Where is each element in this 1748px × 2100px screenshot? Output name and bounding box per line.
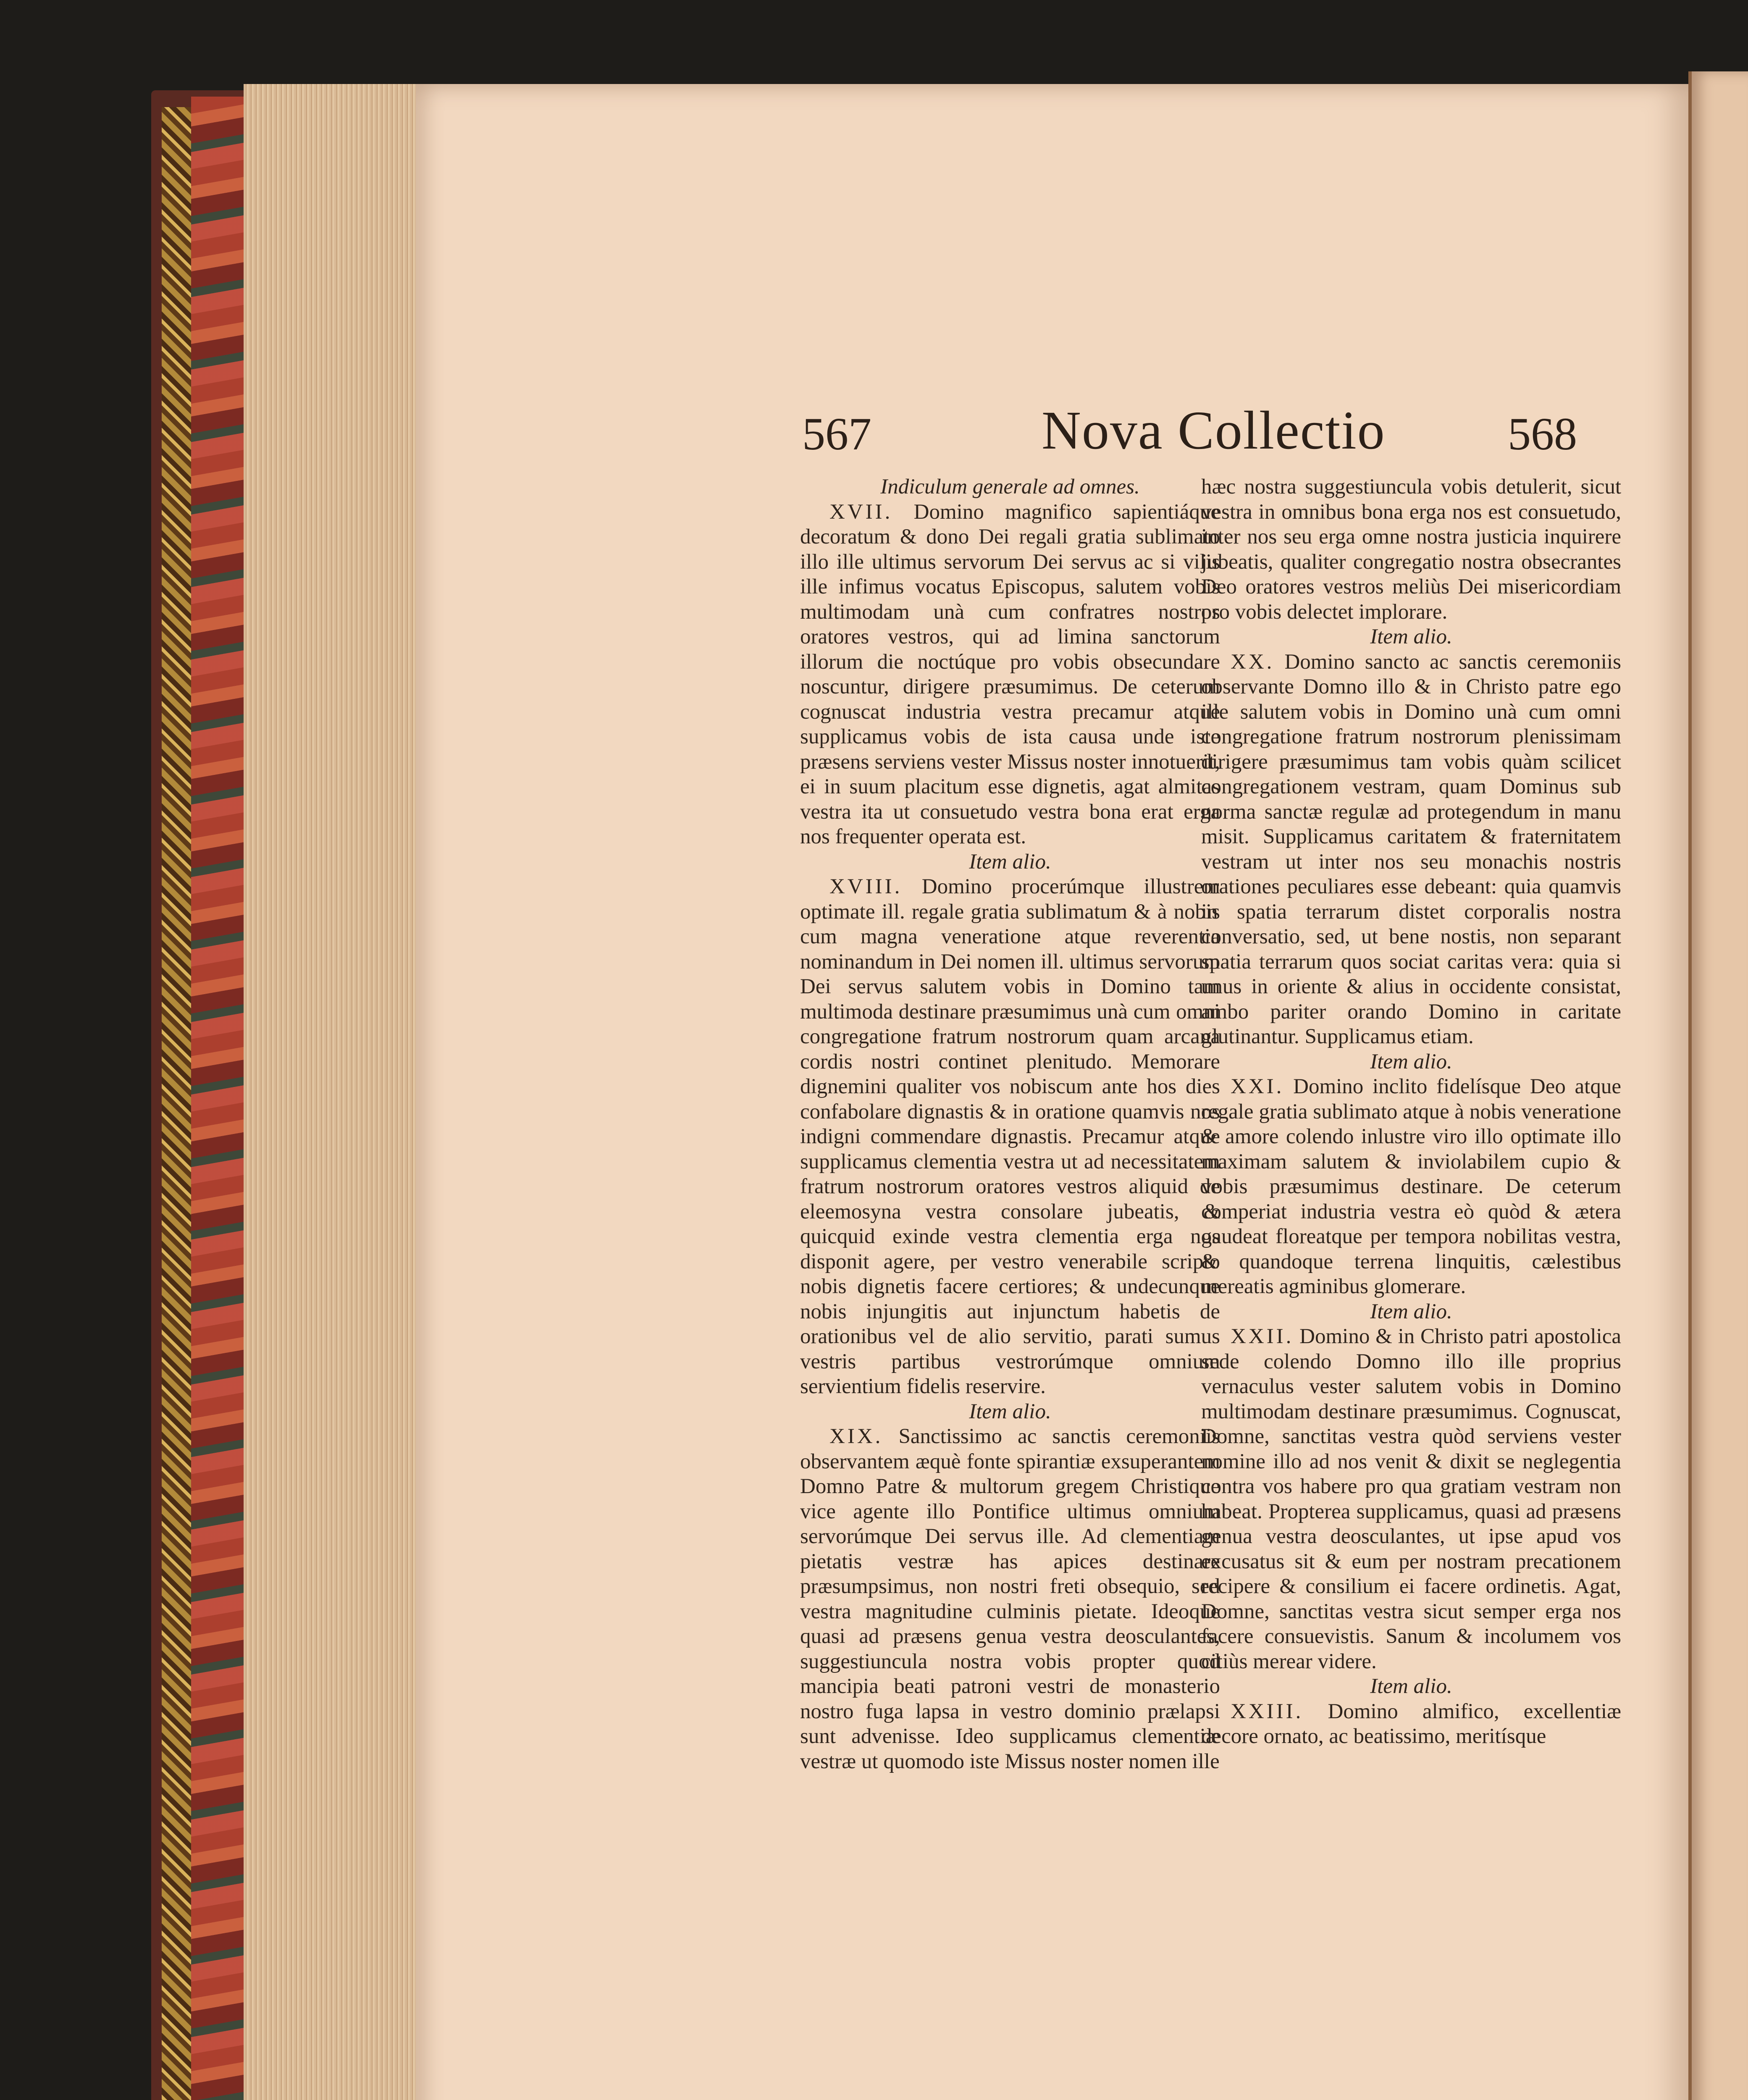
entry-number: XXII. bbox=[1231, 1325, 1294, 1348]
section-heading: Item alio. bbox=[1370, 1675, 1452, 1698]
entry-number: XVII. bbox=[829, 500, 893, 524]
entry-text: Domino sancto ac sanctis ceremoniis observante Domno illo & in Christo patre ego ille salutem vobis in Domino unà cum omni congregatione fratrum nostrorum plenissimam dirigere præsumimus tam vobis quàm scilicet congregationem vestram, quam Dominus sub norma sanctæ regulæ ad protegendum in manu misit. Supplicamus caritatem & fraternitatem vestram ut inter nos seu monachis nostris orationes peculiares esse debeant: quia quamvis in spatia terrarum distet corporalis nostra conversatio, sed, ut bene nostis, non separant spatia terrarum quos sociat caritas vera: quia si unus in oriente & alius in occidente consistat, ambo pariter orando Domino in caritate glutinantur. Supplicamus etiam. bbox=[1201, 650, 1621, 1048]
facing-page-edge bbox=[1688, 71, 1748, 2100]
entry-number: XXI. bbox=[1231, 1075, 1284, 1098]
right-text-column bbox=[1201, 475, 1621, 1749]
entry-text: Sanctissimo ac sanctis ceremoniis observantem æquè fonte spirantiæ exsuperantem Domno Patre & multorum gregem Christique vice agente illo Pontifice ultimus omnium servorúmque Dei servus ille. Ad clementiam pietatis vestræ has apices destinare præsumpsimus, non nostri freti obsequio, sed vestra magnitudine culminis pietate. Ideoque quasi ad præsens genua vestra deosculantes, suggestiuncula nostra vobis propter quod mancipia beati patroni vestri de monasterio nostro fuga lapsa in vestro dominio prælapsi sunt advenisse. Ideo supplicamus clementiæ vestræ ut quomodo iste Missus noster nomen ille bbox=[800, 1425, 1220, 1773]
section-heading: Item alio. bbox=[969, 850, 1051, 874]
entry-text: Domino almifico, excellentiæ decore ornato, ac beatissimo, meritísque bbox=[1201, 1699, 1621, 1748]
formula-entry bbox=[800, 874, 1220, 1399]
formula-entry bbox=[800, 1424, 1220, 1774]
right-page-number: 568 bbox=[1508, 408, 1577, 459]
formula-entry bbox=[1201, 1074, 1621, 1299]
page-header bbox=[416, 395, 1688, 479]
marbled-endpaper bbox=[191, 97, 250, 2100]
entry-number: XIX. bbox=[829, 1425, 883, 1448]
left-text-column bbox=[800, 475, 1220, 1774]
entry-text: Domino inclito fidelísque Deo atque regale gratia sublimato atque à nobis veneratione & amore colendo inlustre viro illo optimate illo maximam salutem & inviolabilem cupio & vobis præsumimus destinare. De ceterum comperiat industria vestra eò quòd & ætera gaudeat floreatque per tempora nobilitas vestra, & quandoque terrena linquitis, cælestibus mereatis agminibus glomerare. bbox=[1201, 1075, 1621, 1298]
entry-text: Domino procerúmque illustrem optimate ill. regale gratia sublimatum & à nobis cum magna veneratione atque reverentia nominandum in Dei nomen ill. ultimus servorum Dei servus salutem vobis in Domino tam multimoda destinare præsumimus unà cum omni congregatione fratrum nostrorum quam arcana cordis nostri continet plenitudo. Memorare dignemini qualiter vos nobiscum ante hos dies confabolare dignastis & in oratione quamvis nos indigni commendare dignastis. Precamur atque supplicamus clementia vestra ut ad necessitatem fratrum nostrorum oratores vestros aliquid de eleemosyna vestra consolare jubeatis, & quicquid exinde vestra clementia erga nos disponit agere, per vestro venerabile scripto nobis dignetis facere certiores; & undecunque nobis injungitis aut injunctum habetis de orationibus vel de alio servitio, parati sumus vestris partibus vestrorúmque omnium servientium fidelis reservire. bbox=[800, 875, 1220, 1398]
gilt-spine-border bbox=[162, 107, 191, 2100]
page-edges bbox=[244, 84, 420, 2100]
book-page bbox=[416, 84, 1688, 2100]
entry-text: Domino & in Christo patri apostolica sede colendo Domno illo ille proprius vernaculus vester salutem vobis in Domino multimodam destinare præsumimus. Cognuscat, Domne, sanctitas vestra quòd serviens vester nomine illo ad nos venit & dixit se neglegentia contra vos habere pro qua gratiam vestram non habeat. Propterea supplicamus, quasi ad præsens genua vestra deosculantes, ut ipse apud vos excusatus sit & eum per nostram precationem recipere & consilium ei facere ordinetis. Agat, Domne, sanctitas vestra sicut semper erga nos facere consuevistis. Sanum & incolumem vos citiùs merear videre. bbox=[1201, 1325, 1621, 1673]
section-heading: Indiculum generale ad omnes. bbox=[880, 475, 1140, 499]
continued-text: hæc nostra suggestiuncula vobis detulerit, sicut vestra in omnibus bona erga nos est consuetudo, inter nos seu erga omne nostra justicia inquirere jubeatis, qualiter congregatio nostra obsecrantes Deo oratores vestros meliùs Dei misericordiam pro vobis delectet implorare. bbox=[1201, 475, 1621, 624]
section-heading: Item alio. bbox=[1370, 1050, 1452, 1074]
entry-number: XX. bbox=[1231, 650, 1275, 674]
entry-text: Domino magnifico sapientiáque decoratum & dono Dei regali gratia sublimato illo ille ultimus servorum Dei servus ac si vilis ille infimus vocatus Episcopus, salutem vobis multimodam unà cum confratres nostros oratores vestros, qui ad limina sanctorum illorum die noctúque pro vobis obsecundare noscuntur, dirigere præsumimus. De ceterum cognuscat industria vestra precamur atque supplicamus vobis de ista causa unde iste præsens serviens vester Missus noster innotuerit, ei in suum placitum esse dignetis, agat almitas vestra ita ut consuetudo vestra bona erat erga nos frequenter operata est. bbox=[800, 500, 1220, 848]
running-title: Nova Collectio bbox=[1042, 400, 1386, 461]
section-heading: Item alio. bbox=[969, 1399, 1051, 1423]
section-heading: Item alio. bbox=[1370, 1299, 1452, 1323]
formula-entry bbox=[1201, 1699, 1621, 1749]
entry-number: XVIII. bbox=[829, 875, 903, 898]
left-page-number: 567 bbox=[802, 408, 871, 459]
formula-entry bbox=[1201, 1324, 1621, 1674]
formula-entry bbox=[1201, 650, 1621, 1050]
entry-number: XXIII. bbox=[1231, 1699, 1304, 1723]
section-heading: Item alio. bbox=[1370, 625, 1452, 648]
formula-entry bbox=[800, 500, 1220, 850]
